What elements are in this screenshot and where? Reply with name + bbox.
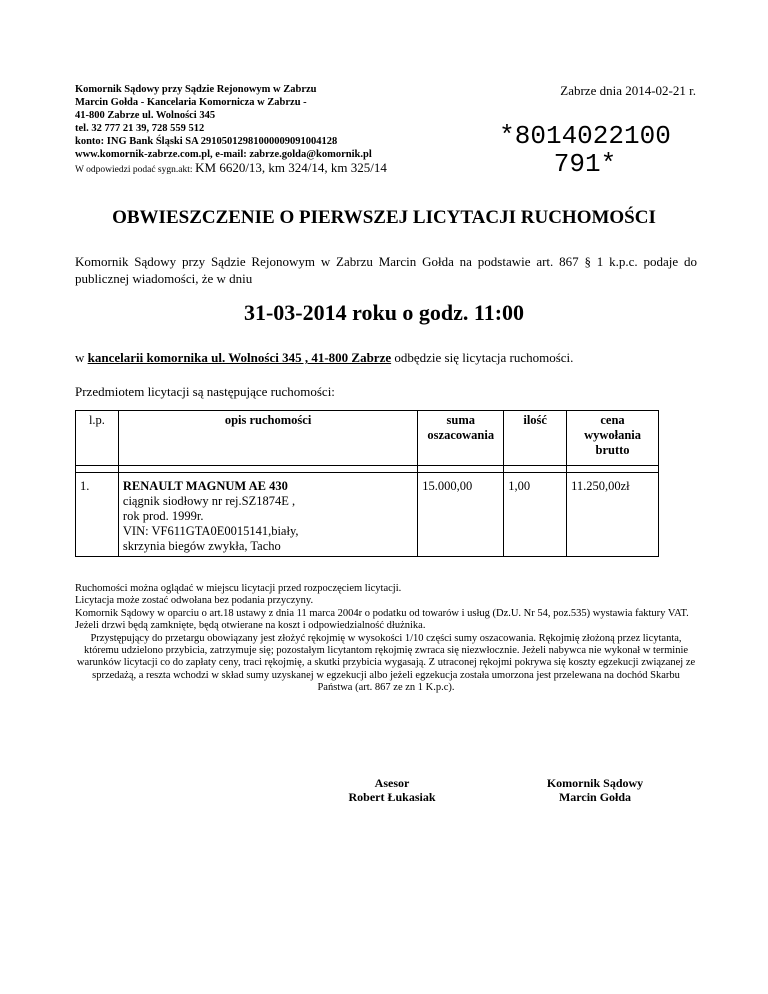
- letterhead-line: 41-800 Zabrze ul. Wolności 345: [75, 110, 216, 121]
- signature-role: Asesor: [374, 776, 410, 790]
- bailiff-letterhead: [75, 83, 475, 177]
- case-reference-value: KM 6620/13, km 324/14, km 325/14: [195, 160, 387, 175]
- items-table: [75, 410, 659, 557]
- row-valuation: 15.000,00: [418, 473, 504, 557]
- barcode-line-1: *8014022100: [499, 121, 671, 151]
- signature-name: Marcin Gołda: [558, 790, 632, 804]
- barcode-text: [470, 122, 700, 178]
- letterhead-line: Komornik Sądowy przy Sądzie Rejonowym w Zabrzu: [75, 84, 317, 95]
- header-lp: l.p.: [76, 411, 119, 466]
- case-reference: [75, 161, 475, 177]
- note-line: Ruchomości można oglądać w miejscu licytacji przed rozpoczęciem licytacji.: [75, 583, 402, 594]
- note-line: Licytacja może zostać odwołana bez podania przyczyny.: [75, 595, 314, 607]
- auction-place: [75, 350, 697, 366]
- deposit-rules: Przystępujący do przetargu obowiązany jest złożyć rękojmię w wysokości 1/10 części sumy oszacowania. Rękojmię złożoną przez licytanta, któremu udzielono przybicia, zatrzymuje się; pozostałym licytantom rękojmię zwraca się niezwłocznie. Jeżeli nabywca nie wykonał w terminie warunków licytacji co do zapłaty ceny, traci rękojmię, a skutki przybicia wygasają. Z utraconej rękojmi pokrywa się koszty egzekucji związanej ze sprzedażą, a reszta wchodzi w skład sumy uzyskanej w egzekucji albo jeżeli egzekucja została umorzona jest przelewana na dochód Skarbu Państwa (art. 867 ze zn 1 K.p.c).: [76, 632, 696, 694]
- case-reference-label: W odpowiedzi podać sygn.akt:: [75, 165, 193, 175]
- document-date: Zabrze dnia 2014-02-21 r.: [560, 83, 696, 98]
- row-lp: 1.: [76, 473, 119, 557]
- signature-role: Komornik Sądowy: [546, 776, 644, 790]
- notice-title: OBWIESZCZENIE O PIERWSZEJ LICYTACJI RUCHOMOŚCI: [112, 207, 656, 228]
- row-description: [118, 473, 417, 557]
- item-detail: skrzynia biegów zwykła, Tacho: [122, 539, 281, 553]
- auction-date: 31-03-2014 roku o godz. 11:00: [243, 300, 525, 325]
- auction-notes: [75, 583, 697, 695]
- intro-paragraph: Komornik Sądowy przy Sądzie Rejonowym w Zabrzu Marcin Gołda na podstawie art. 867 § 1 k.p.c. podaje do publicznej wiadomości, że w dniu: [75, 254, 697, 286]
- table-header-row: [76, 411, 659, 466]
- table-row: [76, 473, 659, 557]
- letterhead-line: Marcin Gołda - Kancelaria Komornicza w Zabrzu -: [75, 97, 307, 108]
- table-spacer-row: [76, 466, 659, 473]
- letterhead-line: www.komornik-zabrze.com.pl, e-mail: zabrze.golda@komornik.pl: [75, 149, 372, 160]
- row-starting-price: 11.250,00zł: [567, 473, 659, 557]
- item-name: RENAULT MAGNUM AE 430: [122, 479, 288, 493]
- signature-assessor: [292, 776, 492, 804]
- item-detail: ciągnik siodłowy nr rej.SZ1874E ,: [122, 494, 296, 508]
- note-line: Komornik Sądowy w oparciu o art.18 ustawy z dnia 11 marca 2004r o podatku od towarów i usług (Dz.U. Nr 54, poz.535) wystawia faktury VAT.: [75, 607, 689, 619]
- row-quantity: 1,00: [504, 473, 567, 557]
- place-prefix: w: [75, 350, 85, 365]
- place-location: kancelarii komornika ul. Wolności 345 , 41-800 Zabrze: [87, 350, 392, 365]
- header-valuation: suma oszacowania: [418, 411, 504, 466]
- header-description: opis ruchomości: [118, 411, 417, 466]
- subject-line: Przedmiotem licytacji są następujące ruchomości:: [75, 384, 335, 399]
- letterhead-line: tel. 32 777 21 39, 728 559 512: [75, 123, 205, 134]
- header-starting-price: cena wywołania brutto: [567, 411, 659, 466]
- signature-bailiff: [495, 776, 695, 804]
- letterhead-line: konto: ING Bank Śląski SA 29105012981000009091004128: [75, 136, 338, 147]
- header-quantity: ilość: [504, 411, 567, 466]
- signature-name: Robert Łukasiak: [348, 790, 436, 804]
- barcode-line-2: 791*: [553, 149, 617, 179]
- item-detail: rok prod. 1999r.: [122, 509, 204, 523]
- item-detail: VIN: VF611GTA0E0015141,biały,: [122, 524, 299, 538]
- place-suffix: odbędzie się licytacja ruchomości.: [394, 350, 574, 365]
- note-line: Jeżeli drzwi będą zamknięte, będą otwierane na koszt i odpowiedzialność dłużnika.: [75, 620, 426, 632]
